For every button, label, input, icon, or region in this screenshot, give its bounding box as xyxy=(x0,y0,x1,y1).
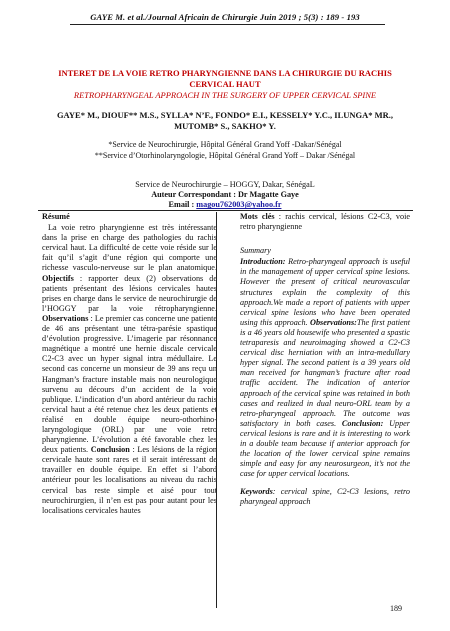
affiliation-1: *Service de Neurochirurgie, Hôpital Général Grand Yoff -Dakar/Sénégal xyxy=(108,140,342,149)
email-label: Email : xyxy=(168,200,195,210)
service-line: Service de Neurochirurgie – HOGGY, Dakar, SénégaL xyxy=(135,180,315,189)
resume-observations-text: : Le premier cas concerne une patiente de 46 ans présentant une tétra-parésie spastique d’évolution progressive. L’imagerie par résonnance magnétique a montré une hernie discale cervicale C2-C3 avec un hyper signal intra médullaire. Le second cas concerne un monsieur de 39 ans reçu un Hangman’s fracture instable mais non neurologique survenu au décours d’un accident de la voie publique. L’indication d’un abord antérieur du rachis cervical haut a été retenue chez les deux patients et réalisé en double équipe neuro-othorhino-laryngologique (ORL) par une voie retro pharyngienne. L’évolution a été favorable chez les deux patients. xyxy=(42,313,218,455)
resume-conclusion-text: : Les lésions de la région cervicale haute sont rares et il serait intéressant de travailler en double équipe. En effet si l’abord antérieur pour les localisations au niveau du rachis cervical bas reste simple et aisé pour tout neurochirurgien, il n’en est pas pour autant pour les localisations cervicales hautes xyxy=(42,445,218,515)
resume-column xyxy=(42,212,217,516)
title-french: INTERET DE LA VOIE RETRO PHARYNGIENNE DANS LA CHIRURGIE DU RACHIS CERVICAL HAUT xyxy=(58,68,392,89)
mots-cles-label: Mots clés xyxy=(240,212,275,221)
keywords-label: Keywords xyxy=(240,487,273,497)
keywords-summary-column xyxy=(240,212,410,508)
summary-conclusion-text: Upper cervical lesions is rare and it is interesting to work in a double team because if anterior approach for the location of the lower cervical spine remains simple and easy for any neurosurgeon, it’s not the case for upper cervical locations. xyxy=(240,418,410,479)
column-divider xyxy=(216,212,217,608)
summary-block xyxy=(240,246,410,479)
affiliation-2: **Service d’Otorhinolaryngologie, Hôpital Général Grand Yoff – Dakar /Sénégal xyxy=(94,151,356,160)
corresponding-author: Auteur Correspondant : Dr Magatte Gaye xyxy=(151,190,299,200)
abstract-top-rule xyxy=(38,210,413,211)
page-number: 189 xyxy=(390,604,402,613)
resume-body xyxy=(42,223,217,516)
resume-heading: Résumé xyxy=(42,212,70,221)
keywords-text: : cervical spine, C2-C3 lesions, retro pharyngeal approach xyxy=(240,487,410,507)
summary-heading: Summary xyxy=(240,246,271,256)
summary-observations-label: Observations: xyxy=(310,317,357,327)
resume-intro: La voie retro pharyngienne est très intéressante dans la prise en charge des pathologies du rachis cervical haut. La difficulté de cette voie réside sur le fait qu’il s’agit d’une région qui comporte une richesse vasculo-nerveuse sur le plan anatomique. xyxy=(42,223,217,273)
summary-observations-text: The first patient is a 46 years old housewife who presented a spastic tetraparesis and neuroimaging showed a C2-C3 cervical disc herniation with an intra-medullary hyper signal. The second patient is a 39 years old man received for hangman’s fracture after road traffic accident. The indication of anterior approach of the cervical spine was retained in both cases and realized in dual neuro-ORL team by a retro-pharyngeal approach. The outcome was satisfactory in both cases. xyxy=(240,317,411,428)
title-english: RETROPHARYNGEAL APPROACH IN THE SURGERY OF UPPER CERVICAL SPINE xyxy=(73,90,377,100)
summary-conclusion-label: Conclusion: xyxy=(341,418,384,428)
correspondence-block xyxy=(40,180,410,211)
summary-intro-label: Introduction: xyxy=(240,257,286,267)
summary-intro-text: Retro-pharyngeal approach is useful in the management of upper cervical spine lesions. However the present of critical neurovascular structures explain the complexity of this approach.We made a report of patients with upper cervical spine lesions who have been operated using this approach. xyxy=(240,257,410,327)
authors: GAYE* M., DIOUF** M.S., SYLLA* N’F., FONDO* E.I., KESSELY* Y.C., ILUNGA* MR., MUTOMB* S., SAKHO* Y. xyxy=(56,110,394,131)
resume-objectifs-label: Objectifs xyxy=(42,273,74,283)
mots-cles-text: : rachis cervical, lésions C2-C3, voie retro pharyngienne xyxy=(240,212,411,232)
resume-conclusion-label: Conclusion xyxy=(90,445,130,455)
keywords xyxy=(240,487,410,507)
journal-header: GAYE M. et al./Journal Africain de Chirurgie Juin 2019 ; 5(3) : 189 - 193 xyxy=(90,12,360,22)
header-rule xyxy=(70,24,385,25)
mots-cles xyxy=(240,212,410,232)
resume-objectifs-text: : rapporter deux (2) observations de patients présentant des lésions cervicales hautes prises en charge dans le service de neurochirurgie de l’HOGGY par la voie rétropharyngienne. xyxy=(42,273,218,313)
email-link[interactable]: magou762003@yahoo.fr xyxy=(196,200,282,210)
resume-observations-label: Observations xyxy=(42,313,89,323)
